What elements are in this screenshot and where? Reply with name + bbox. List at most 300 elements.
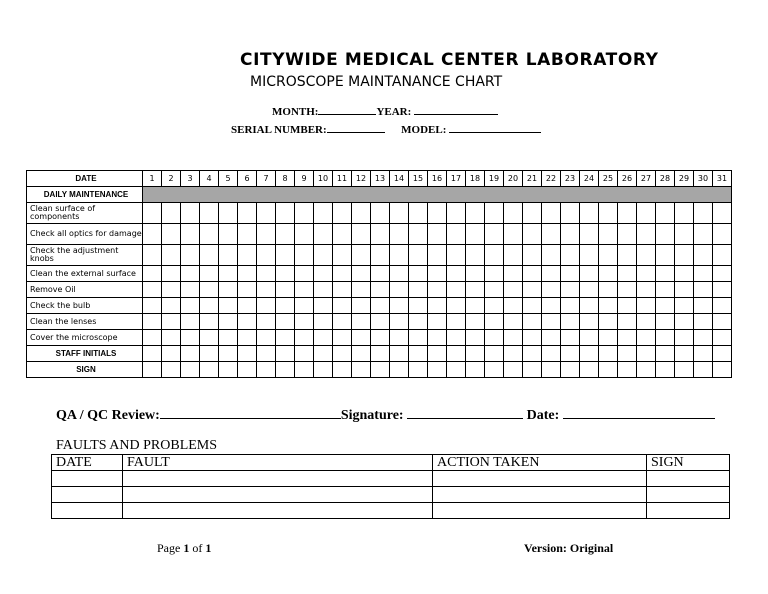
- log-cell[interactable]: [219, 346, 238, 362]
- log-cell[interactable]: [618, 224, 637, 245]
- log-cell[interactable]: [409, 298, 428, 314]
- log-cell[interactable]: [447, 362, 466, 378]
- log-cell[interactable]: [447, 282, 466, 298]
- log-cell[interactable]: [200, 298, 219, 314]
- log-cell[interactable]: [561, 298, 580, 314]
- log-cell[interactable]: [713, 330, 732, 346]
- log-cell[interactable]: [637, 298, 656, 314]
- log-cell[interactable]: [428, 298, 447, 314]
- log-cell[interactable]: [523, 362, 542, 378]
- log-cell[interactable]: [485, 314, 504, 330]
- log-cell[interactable]: [219, 362, 238, 378]
- log-cell[interactable]: [390, 330, 409, 346]
- log-cell[interactable]: [428, 346, 447, 362]
- log-cell[interactable]: [561, 330, 580, 346]
- log-cell[interactable]: [485, 245, 504, 266]
- log-cell[interactable]: [295, 298, 314, 314]
- log-cell[interactable]: [295, 362, 314, 378]
- log-cell[interactable]: [428, 224, 447, 245]
- log-cell[interactable]: [314, 203, 333, 224]
- faults-cell[interactable]: [52, 503, 123, 519]
- log-cell[interactable]: [599, 314, 618, 330]
- log-cell[interactable]: [523, 266, 542, 282]
- log-cell[interactable]: [447, 346, 466, 362]
- log-cell[interactable]: [599, 298, 618, 314]
- log-cell[interactable]: [466, 346, 485, 362]
- qa-field[interactable]: [160, 407, 341, 419]
- log-cell[interactable]: [675, 362, 694, 378]
- log-cell[interactable]: [561, 224, 580, 245]
- log-cell[interactable]: [466, 362, 485, 378]
- log-cell[interactable]: [238, 298, 257, 314]
- faults-cell[interactable]: [647, 487, 730, 503]
- log-cell[interactable]: [219, 298, 238, 314]
- log-cell[interactable]: [656, 203, 675, 224]
- log-cell[interactable]: [675, 298, 694, 314]
- log-cell[interactable]: [181, 266, 200, 282]
- log-cell[interactable]: [371, 245, 390, 266]
- log-cell[interactable]: [637, 282, 656, 298]
- log-cell[interactable]: [238, 203, 257, 224]
- log-cell[interactable]: [333, 330, 352, 346]
- log-cell[interactable]: [352, 362, 371, 378]
- log-cell[interactable]: [200, 346, 219, 362]
- log-cell[interactable]: [694, 266, 713, 282]
- log-cell[interactable]: [371, 298, 390, 314]
- log-cell[interactable]: [162, 203, 181, 224]
- log-cell[interactable]: [295, 245, 314, 266]
- log-cell[interactable]: [162, 245, 181, 266]
- log-cell[interactable]: [713, 362, 732, 378]
- faults-cell[interactable]: [433, 503, 647, 519]
- faults-cell[interactable]: [52, 471, 123, 487]
- log-cell[interactable]: [390, 282, 409, 298]
- log-cell[interactable]: [599, 203, 618, 224]
- log-cell[interactable]: [637, 314, 656, 330]
- log-cell[interactable]: [333, 298, 352, 314]
- log-cell[interactable]: [314, 346, 333, 362]
- log-cell[interactable]: [561, 346, 580, 362]
- log-cell[interactable]: [675, 245, 694, 266]
- log-cell[interactable]: [181, 362, 200, 378]
- faults-cell[interactable]: [647, 471, 730, 487]
- log-cell[interactable]: [466, 330, 485, 346]
- log-cell[interactable]: [200, 282, 219, 298]
- log-cell[interactable]: [580, 282, 599, 298]
- log-cell[interactable]: [181, 298, 200, 314]
- log-cell[interactable]: [295, 266, 314, 282]
- log-cell[interactable]: [333, 203, 352, 224]
- log-cell[interactable]: [371, 330, 390, 346]
- log-cell[interactable]: [485, 224, 504, 245]
- log-cell[interactable]: [276, 314, 295, 330]
- log-cell[interactable]: [257, 282, 276, 298]
- log-cell[interactable]: [694, 245, 713, 266]
- log-cell[interactable]: [504, 224, 523, 245]
- log-cell[interactable]: [599, 346, 618, 362]
- log-cell[interactable]: [656, 266, 675, 282]
- log-cell[interactable]: [333, 362, 352, 378]
- log-cell[interactable]: [713, 266, 732, 282]
- log-cell[interactable]: [181, 224, 200, 245]
- log-cell[interactable]: [200, 245, 219, 266]
- log-cell[interactable]: [390, 224, 409, 245]
- log-cell[interactable]: [599, 245, 618, 266]
- log-cell[interactable]: [485, 282, 504, 298]
- log-cell[interactable]: [523, 314, 542, 330]
- log-cell[interactable]: [143, 282, 162, 298]
- log-cell[interactable]: [428, 314, 447, 330]
- log-cell[interactable]: [466, 282, 485, 298]
- log-cell[interactable]: [352, 346, 371, 362]
- log-cell[interactable]: [352, 203, 371, 224]
- log-cell[interactable]: [504, 298, 523, 314]
- log-cell[interactable]: [162, 224, 181, 245]
- log-cell[interactable]: [276, 245, 295, 266]
- log-cell[interactable]: [637, 266, 656, 282]
- log-cell[interactable]: [542, 282, 561, 298]
- log-cell[interactable]: [314, 224, 333, 245]
- log-cell[interactable]: [257, 245, 276, 266]
- log-cell[interactable]: [713, 314, 732, 330]
- log-cell[interactable]: [447, 298, 466, 314]
- log-cell[interactable]: [162, 346, 181, 362]
- log-cell[interactable]: [713, 224, 732, 245]
- log-cell[interactable]: [428, 245, 447, 266]
- log-cell[interactable]: [637, 346, 656, 362]
- log-cell[interactable]: [675, 330, 694, 346]
- log-cell[interactable]: [428, 203, 447, 224]
- log-cell[interactable]: [162, 298, 181, 314]
- log-cell[interactable]: [542, 203, 561, 224]
- log-cell[interactable]: [523, 203, 542, 224]
- log-cell[interactable]: [428, 282, 447, 298]
- log-cell[interactable]: [409, 314, 428, 330]
- log-cell[interactable]: [599, 266, 618, 282]
- log-cell[interactable]: [371, 362, 390, 378]
- log-cell[interactable]: [276, 346, 295, 362]
- faults-cell[interactable]: [123, 503, 433, 519]
- log-cell[interactable]: [371, 314, 390, 330]
- log-cell[interactable]: [447, 203, 466, 224]
- faults-cell[interactable]: [647, 503, 730, 519]
- log-cell[interactable]: [352, 298, 371, 314]
- log-cell[interactable]: [447, 245, 466, 266]
- log-cell[interactable]: [352, 330, 371, 346]
- log-cell[interactable]: [314, 245, 333, 266]
- log-cell[interactable]: [181, 314, 200, 330]
- log-cell[interactable]: [523, 346, 542, 362]
- log-cell[interactable]: [219, 282, 238, 298]
- log-cell[interactable]: [523, 282, 542, 298]
- log-cell[interactable]: [580, 330, 599, 346]
- log-cell[interactable]: [314, 266, 333, 282]
- log-cell[interactable]: [314, 298, 333, 314]
- log-cell[interactable]: [523, 298, 542, 314]
- log-cell[interactable]: [656, 346, 675, 362]
- signature-field[interactable]: [407, 407, 523, 419]
- log-cell[interactable]: [162, 266, 181, 282]
- model-field[interactable]: [449, 122, 541, 133]
- log-cell[interactable]: [694, 203, 713, 224]
- log-cell[interactable]: [580, 266, 599, 282]
- log-cell[interactable]: [295, 224, 314, 245]
- log-cell[interactable]: [238, 224, 257, 245]
- log-cell[interactable]: [162, 314, 181, 330]
- log-cell[interactable]: [390, 203, 409, 224]
- log-cell[interactable]: [694, 314, 713, 330]
- log-cell[interactable]: [181, 330, 200, 346]
- log-cell[interactable]: [352, 266, 371, 282]
- log-cell[interactable]: [485, 266, 504, 282]
- log-cell[interactable]: [257, 224, 276, 245]
- log-cell[interactable]: [276, 330, 295, 346]
- log-cell[interactable]: [219, 314, 238, 330]
- log-cell[interactable]: [485, 298, 504, 314]
- log-cell[interactable]: [257, 362, 276, 378]
- log-cell[interactable]: [675, 224, 694, 245]
- log-cell[interactable]: [675, 203, 694, 224]
- log-cell[interactable]: [618, 203, 637, 224]
- log-cell[interactable]: [694, 362, 713, 378]
- log-cell[interactable]: [675, 346, 694, 362]
- date-field[interactable]: [563, 407, 715, 419]
- log-cell[interactable]: [504, 314, 523, 330]
- log-cell[interactable]: [656, 330, 675, 346]
- log-cell[interactable]: [390, 245, 409, 266]
- log-cell[interactable]: [599, 362, 618, 378]
- log-cell[interactable]: [238, 362, 257, 378]
- log-cell[interactable]: [371, 203, 390, 224]
- log-cell[interactable]: [694, 298, 713, 314]
- log-cell[interactable]: [352, 224, 371, 245]
- log-cell[interactable]: [333, 282, 352, 298]
- log-cell[interactable]: [447, 330, 466, 346]
- log-cell[interactable]: [504, 245, 523, 266]
- log-cell[interactable]: [599, 224, 618, 245]
- log-cell[interactable]: [276, 282, 295, 298]
- log-cell[interactable]: [143, 314, 162, 330]
- log-cell[interactable]: [485, 362, 504, 378]
- log-cell[interactable]: [238, 266, 257, 282]
- log-cell[interactable]: [561, 203, 580, 224]
- log-cell[interactable]: [314, 282, 333, 298]
- log-cell[interactable]: [238, 346, 257, 362]
- log-cell[interactable]: [238, 314, 257, 330]
- log-cell[interactable]: [656, 245, 675, 266]
- log-cell[interactable]: [314, 314, 333, 330]
- faults-cell[interactable]: [433, 487, 647, 503]
- log-cell[interactable]: [181, 203, 200, 224]
- faults-cell[interactable]: [123, 471, 433, 487]
- log-cell[interactable]: [656, 314, 675, 330]
- log-cell[interactable]: [618, 245, 637, 266]
- log-cell[interactable]: [561, 282, 580, 298]
- log-cell[interactable]: [447, 224, 466, 245]
- log-cell[interactable]: [523, 245, 542, 266]
- log-cell[interactable]: [447, 266, 466, 282]
- log-cell[interactable]: [333, 346, 352, 362]
- log-cell[interactable]: [713, 282, 732, 298]
- log-cell[interactable]: [599, 330, 618, 346]
- log-cell[interactable]: [542, 330, 561, 346]
- log-cell[interactable]: [371, 224, 390, 245]
- log-cell[interactable]: [542, 298, 561, 314]
- log-cell[interactable]: [352, 282, 371, 298]
- log-cell[interactable]: [542, 245, 561, 266]
- log-cell[interactable]: [466, 203, 485, 224]
- log-cell[interactable]: [390, 314, 409, 330]
- log-cell[interactable]: [523, 330, 542, 346]
- log-cell[interactable]: [295, 346, 314, 362]
- log-cell[interactable]: [409, 330, 428, 346]
- log-cell[interactable]: [143, 298, 162, 314]
- log-cell[interactable]: [200, 203, 219, 224]
- log-cell[interactable]: [542, 224, 561, 245]
- log-cell[interactable]: [143, 203, 162, 224]
- log-cell[interactable]: [504, 346, 523, 362]
- log-cell[interactable]: [371, 266, 390, 282]
- log-cell[interactable]: [694, 330, 713, 346]
- log-cell[interactable]: [561, 314, 580, 330]
- log-cell[interactable]: [409, 282, 428, 298]
- log-cell[interactable]: [637, 245, 656, 266]
- log-cell[interactable]: [580, 298, 599, 314]
- log-cell[interactable]: [656, 224, 675, 245]
- log-cell[interactable]: [466, 245, 485, 266]
- log-cell[interactable]: [694, 282, 713, 298]
- log-cell[interactable]: [257, 298, 276, 314]
- log-cell[interactable]: [618, 314, 637, 330]
- log-cell[interactable]: [219, 330, 238, 346]
- log-cell[interactable]: [580, 224, 599, 245]
- year-field[interactable]: [414, 104, 498, 115]
- log-cell[interactable]: [542, 266, 561, 282]
- serial-field[interactable]: [327, 122, 385, 133]
- log-cell[interactable]: [713, 245, 732, 266]
- log-cell[interactable]: [390, 362, 409, 378]
- log-cell[interactable]: [295, 282, 314, 298]
- log-cell[interactable]: [409, 203, 428, 224]
- log-cell[interactable]: [257, 346, 276, 362]
- log-cell[interactable]: [580, 245, 599, 266]
- log-cell[interactable]: [485, 203, 504, 224]
- log-cell[interactable]: [656, 298, 675, 314]
- log-cell[interactable]: [466, 314, 485, 330]
- log-cell[interactable]: [352, 245, 371, 266]
- log-cell[interactable]: [485, 330, 504, 346]
- log-cell[interactable]: [276, 362, 295, 378]
- log-cell[interactable]: [276, 224, 295, 245]
- log-cell[interactable]: [409, 346, 428, 362]
- log-cell[interactable]: [295, 330, 314, 346]
- log-cell[interactable]: [200, 224, 219, 245]
- log-cell[interactable]: [561, 362, 580, 378]
- faults-cell[interactable]: [52, 487, 123, 503]
- log-cell[interactable]: [523, 224, 542, 245]
- log-cell[interactable]: [580, 346, 599, 362]
- log-cell[interactable]: [257, 314, 276, 330]
- log-cell[interactable]: [162, 362, 181, 378]
- log-cell[interactable]: [181, 282, 200, 298]
- log-cell[interactable]: [390, 346, 409, 362]
- log-cell[interactable]: [333, 266, 352, 282]
- log-cell[interactable]: [599, 282, 618, 298]
- log-cell[interactable]: [333, 314, 352, 330]
- log-cell[interactable]: [143, 266, 162, 282]
- log-cell[interactable]: [580, 314, 599, 330]
- log-cell[interactable]: [504, 203, 523, 224]
- log-cell[interactable]: [257, 203, 276, 224]
- log-cell[interactable]: [200, 330, 219, 346]
- log-cell[interactable]: [200, 314, 219, 330]
- log-cell[interactable]: [637, 224, 656, 245]
- log-cell[interactable]: [238, 330, 257, 346]
- log-cell[interactable]: [561, 266, 580, 282]
- log-cell[interactable]: [409, 362, 428, 378]
- log-cell[interactable]: [276, 203, 295, 224]
- log-cell[interactable]: [637, 203, 656, 224]
- log-cell[interactable]: [618, 266, 637, 282]
- log-cell[interactable]: [447, 314, 466, 330]
- log-cell[interactable]: [409, 224, 428, 245]
- log-cell[interactable]: [257, 330, 276, 346]
- log-cell[interactable]: [409, 266, 428, 282]
- log-cell[interactable]: [219, 224, 238, 245]
- log-cell[interactable]: [466, 298, 485, 314]
- log-cell[interactable]: [485, 346, 504, 362]
- log-cell[interactable]: [637, 330, 656, 346]
- log-cell[interactable]: [162, 330, 181, 346]
- log-cell[interactable]: [295, 314, 314, 330]
- log-cell[interactable]: [333, 245, 352, 266]
- log-cell[interactable]: [219, 266, 238, 282]
- log-cell[interactable]: [181, 346, 200, 362]
- log-cell[interactable]: [409, 245, 428, 266]
- log-cell[interactable]: [276, 298, 295, 314]
- log-cell[interactable]: [257, 266, 276, 282]
- log-cell[interactable]: [675, 266, 694, 282]
- log-cell[interactable]: [656, 362, 675, 378]
- log-cell[interactable]: [542, 346, 561, 362]
- log-cell[interactable]: [238, 245, 257, 266]
- log-cell[interactable]: [371, 346, 390, 362]
- log-cell[interactable]: [314, 362, 333, 378]
- log-cell[interactable]: [314, 330, 333, 346]
- log-cell[interactable]: [428, 330, 447, 346]
- log-cell[interactable]: [333, 224, 352, 245]
- log-cell[interactable]: [675, 314, 694, 330]
- log-cell[interactable]: [504, 330, 523, 346]
- log-cell[interactable]: [542, 362, 561, 378]
- log-cell[interactable]: [276, 266, 295, 282]
- log-cell[interactable]: [200, 362, 219, 378]
- log-cell[interactable]: [504, 362, 523, 378]
- log-cell[interactable]: [713, 346, 732, 362]
- log-cell[interactable]: [504, 266, 523, 282]
- log-cell[interactable]: [637, 362, 656, 378]
- log-cell[interactable]: [713, 203, 732, 224]
- log-cell[interactable]: [542, 314, 561, 330]
- log-cell[interactable]: [371, 282, 390, 298]
- log-cell[interactable]: [200, 266, 219, 282]
- log-cell[interactable]: [618, 282, 637, 298]
- log-cell[interactable]: [466, 266, 485, 282]
- log-cell[interactable]: [143, 224, 162, 245]
- log-cell[interactable]: [694, 224, 713, 245]
- log-cell[interactable]: [219, 245, 238, 266]
- log-cell[interactable]: [428, 266, 447, 282]
